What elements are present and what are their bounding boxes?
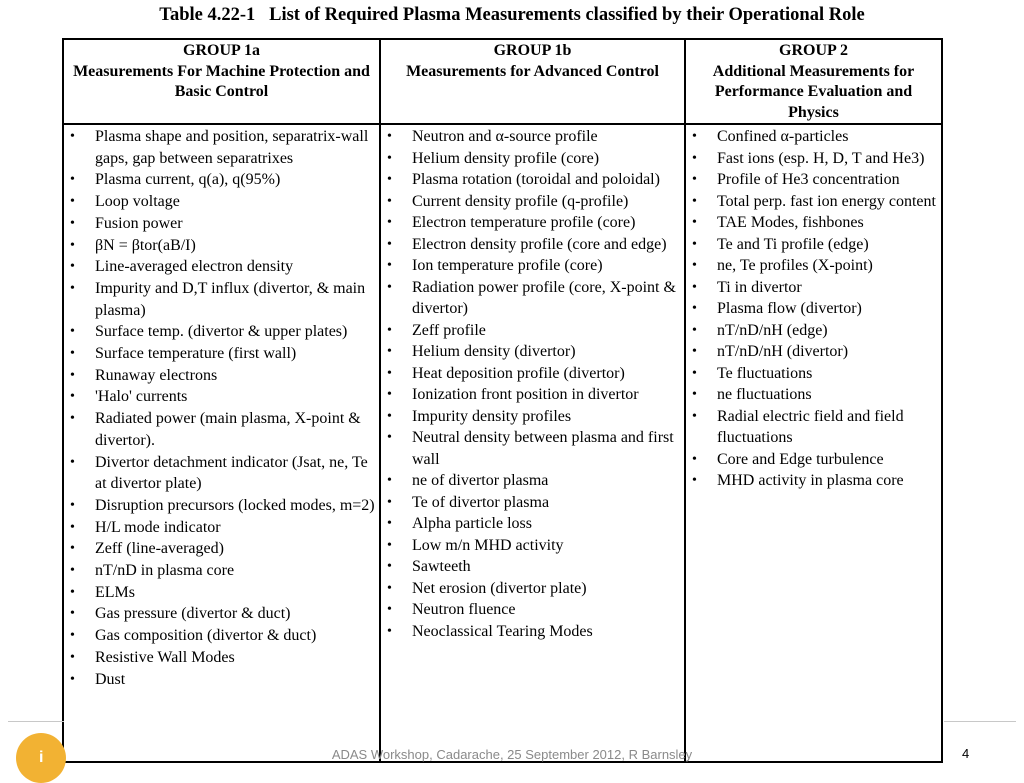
list-item: • Fusion power — [64, 213, 375, 235]
group-2-label: GROUP 2 — [779, 42, 848, 59]
list-item: • MHD activity in plasma core — [686, 470, 938, 492]
footer-text: ADAS Workshop, Cadarache, 25 September 2012, R Barnsley — [331, 747, 693, 762]
header-divider — [64, 123, 941, 125]
list-item: • Neutron fluence — [381, 599, 681, 621]
group-1a-label: GROUP 1a — [183, 42, 260, 59]
list-item: • Total perp. fast ion energy content — [686, 191, 938, 213]
list-item: • Gas pressure (divertor & duct) — [64, 603, 375, 625]
list-item: • Gas composition (divertor & duct) — [64, 625, 375, 647]
list-item: • Ionization front position in divertor — [381, 384, 681, 406]
list-item: • Dust — [64, 669, 375, 691]
list-item: • Radiation power profile (core, X-point & divertor) — [381, 277, 681, 320]
group-1b-subtitle: Measurements for Advanced Control — [406, 62, 659, 80]
list-item: • Runaway electrons — [64, 365, 375, 387]
list-item: • Resistive Wall Modes — [64, 647, 375, 669]
page-number: 4 — [962, 746, 970, 761]
list-item: • Ti in divertor — [686, 277, 938, 299]
list-item: • Divertor detachment indicator (Jsat, ne, Te at divertor plate) — [64, 452, 375, 495]
list-item: • Current density profile (q-profile) — [381, 191, 681, 213]
list-item: • Helium density (divertor) — [381, 341, 681, 363]
group-2-list — [686, 126, 938, 492]
list-item: • Disruption precursors (locked modes, m=2) — [64, 495, 375, 517]
list-item: • Heat deposition profile (divertor) — [381, 363, 681, 385]
list-item: • nT/nD/nH (divertor) — [686, 341, 938, 363]
list-item: • ne, Te profiles (X-point) — [686, 255, 938, 277]
list-item: • Sawteeth — [381, 556, 681, 578]
group-1b-header — [381, 41, 684, 82]
list-item: • nT/nD in plasma core — [64, 560, 375, 582]
list-item: • 'Halo' currents — [64, 386, 375, 408]
list-item: • Line-averaged electron density — [64, 256, 375, 278]
list-item: • Loop voltage — [64, 191, 375, 213]
list-item: • Zeff (line-averaged) — [64, 538, 375, 560]
measurements-table — [62, 38, 943, 763]
list-item: • ELMs — [64, 582, 375, 604]
list-item: • Te and Ti profile (edge) — [686, 234, 938, 256]
list-item: • Profile of He3 concentration — [686, 169, 938, 191]
group-1a-subtitle: Measurements For Machine Protection and Basic Control — [73, 62, 370, 100]
list-item: • nT/nD/nH (edge) — [686, 320, 938, 342]
list-item: • Net erosion (divertor plate) — [381, 578, 681, 600]
list-item: • Surface temperature (first wall) — [64, 343, 375, 365]
group-1a-header — [64, 41, 379, 103]
list-item: • Impurity density profiles — [381, 406, 681, 428]
group-2-header — [686, 41, 941, 123]
list-item: • Te of divertor plasma — [381, 492, 681, 514]
list-item: • Low m/n MHD activity — [381, 535, 681, 557]
list-item: • Fast ions (esp. H, D, T and He3) — [686, 148, 938, 170]
list-item: • Plasma rotation (toroidal and poloidal) — [381, 169, 681, 191]
list-item: • Plasma shape and position, separatrix-wall gaps, gap between separatrixes — [64, 126, 375, 169]
list-item: • Confined α-particles — [686, 126, 938, 148]
list-item: • ne fluctuations — [686, 384, 938, 406]
list-item: • Neutron and α-source profile — [381, 126, 681, 148]
list-item: • Plasma current, q(a), q(95%) — [64, 169, 375, 191]
group-1a-list — [64, 126, 375, 690]
group-2-subtitle: Additional Measurements for Performance Evaluation and Physics — [712, 62, 915, 121]
list-item: • H/L mode indicator — [64, 517, 375, 539]
list-item: • Electron density profile (core and edge) — [381, 234, 681, 256]
footer-rule — [944, 721, 1016, 722]
list-item: • TAE Modes, fishbones — [686, 212, 938, 234]
list-item: • Plasma flow (divertor) — [686, 298, 938, 320]
footer-rule — [8, 721, 64, 722]
table-title: Table 4.22-1 List of Required Plasma Measurements classified by their Operational Role — [159, 5, 865, 25]
list-item: • Te fluctuations — [686, 363, 938, 385]
list-item: • Alpha particle loss — [381, 513, 681, 535]
list-item: • Ion temperature profile (core) — [381, 255, 681, 277]
group-1b-list — [381, 126, 681, 642]
list-item: • Radial electric field and field fluctuations — [686, 406, 938, 449]
list-item: • Neutral density between plasma and first wall — [381, 427, 681, 470]
list-item: • Core and Edge turbulence — [686, 449, 938, 471]
list-item: • Neoclassical Tearing Modes — [381, 621, 681, 643]
list-item: • βN = βtor(aB/I) — [64, 235, 375, 257]
list-item: • Helium density profile (core) — [381, 148, 681, 170]
list-item: • Surface temp. (divertor & upper plates) — [64, 321, 375, 343]
list-item: • Impurity and D,T influx (divertor, & main plasma) — [64, 278, 375, 321]
logo-letter: i — [39, 749, 44, 766]
list-item: • Electron temperature profile (core) — [381, 212, 681, 234]
list-item: • ne of divertor plasma — [381, 470, 681, 492]
group-1b-label: GROUP 1b — [493, 42, 572, 59]
list-item: • Radiated power (main plasma, X-point & divertor). — [64, 408, 375, 451]
list-item: • Zeff profile — [381, 320, 681, 342]
